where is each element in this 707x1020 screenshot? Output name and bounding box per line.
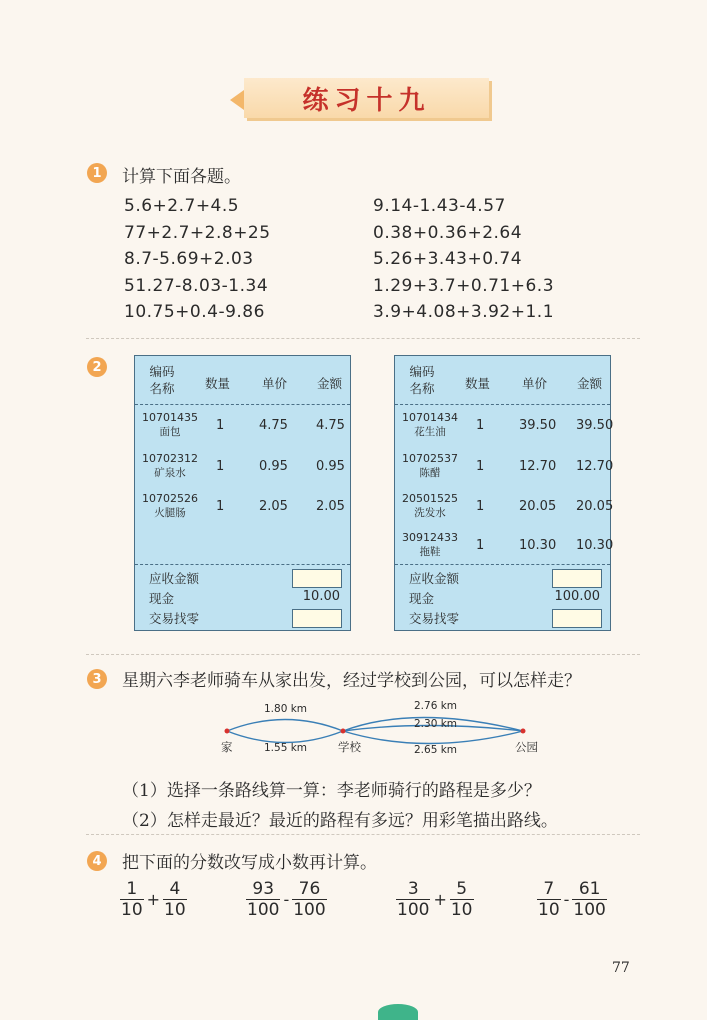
receipt-2 — [394, 355, 614, 631]
item-amount: 12.70 — [576, 459, 614, 474]
fraction-expression — [120, 880, 187, 919]
item-price: 20.05 — [519, 499, 557, 514]
item-qty: 1 — [216, 418, 225, 433]
route-home-school-top — [227, 720, 343, 732]
section-divider — [86, 338, 640, 339]
expression: 77+2.7+2.8+25 — [124, 222, 271, 243]
question-4-badge: 4 — [87, 851, 107, 871]
item-qty: 1 — [216, 459, 225, 474]
expression: 8.7-5.69+2.03 — [124, 249, 254, 269]
route-label: 1.80 km — [264, 703, 308, 715]
header-amount: 金额 — [317, 376, 343, 391]
route-label: 1.55 km — [264, 742, 308, 754]
section-divider — [86, 834, 640, 835]
item-amount: 39.50 — [576, 418, 614, 433]
fraction — [163, 880, 187, 919]
item-name: 面包 — [159, 426, 181, 438]
numerator: 76 — [298, 879, 321, 899]
fraction — [396, 880, 430, 919]
denominator: 10 — [164, 900, 186, 920]
page-tab-decoration — [378, 1004, 418, 1020]
route-label: 2.30 km — [414, 718, 458, 730]
expression: 9.14-1.43-4.57 — [373, 196, 506, 216]
cash-label: 现金 — [409, 591, 435, 606]
route-label: 2.65 km — [414, 744, 458, 756]
denominator: 100 — [397, 900, 430, 920]
question-1-badge: 1 — [87, 163, 107, 183]
page-title: 练习十九 — [302, 85, 431, 116]
item-price: 2.05 — [259, 499, 288, 514]
numerator: 7 — [543, 879, 555, 899]
denominator: 100 — [293, 900, 326, 920]
item-code: 10701434 — [402, 411, 458, 424]
change-answer-box[interactable] — [552, 609, 602, 628]
header-price: 单价 — [262, 376, 288, 391]
item-code: 10702526 — [142, 492, 198, 505]
item-name: 花生油 — [414, 426, 446, 438]
fraction — [246, 880, 280, 919]
due-label: 应收金额 — [149, 571, 200, 586]
numerator: 3 — [407, 879, 419, 899]
change-label: 交易找零 — [149, 611, 200, 626]
fraction — [450, 880, 474, 919]
receipt-item — [135, 408, 350, 444]
section-divider — [86, 654, 640, 655]
item-price: 10.30 — [519, 538, 557, 553]
item-code: 10702537 — [402, 452, 458, 465]
receipt-footer — [135, 564, 350, 626]
fraction — [572, 880, 606, 919]
receipt-item — [395, 528, 614, 564]
route-label: 2.76 km — [414, 700, 458, 712]
q1-right-column — [373, 193, 554, 326]
header-code: 编码 — [149, 364, 175, 379]
receipt-footer — [395, 564, 610, 626]
fraction — [120, 880, 144, 919]
header-name: 名称 — [149, 381, 175, 396]
header-price: 单价 — [522, 376, 548, 391]
q1-left-column — [124, 193, 271, 326]
item-name: 陈醋 — [419, 467, 441, 479]
item-name: 火腿肠 — [154, 507, 186, 519]
denominator: 100 — [573, 900, 606, 920]
item-name: 拖鞋 — [419, 546, 441, 558]
route-lines — [215, 700, 535, 760]
denominator: 10 — [121, 900, 143, 920]
denominator: 10 — [538, 900, 560, 920]
expression: 3.9+4.08+3.92+1.1 — [373, 302, 555, 322]
home-point — [225, 729, 230, 734]
operator: - — [563, 890, 570, 909]
item-amount: 20.05 — [576, 499, 614, 514]
operator: + — [433, 890, 447, 909]
question-3-text: 星期六李老师骑车从家出发，经过学校到公园，可以怎样走？ — [122, 671, 581, 691]
numerator: 4 — [169, 879, 181, 899]
item-qty: 1 — [216, 499, 225, 514]
item-qty: 1 — [476, 459, 485, 474]
receipt-item — [395, 408, 614, 444]
banner-arrow-icon — [230, 90, 244, 110]
header-code: 编码 — [409, 364, 435, 379]
fraction-expression — [246, 880, 327, 919]
change-label: 交易找零 — [409, 611, 460, 626]
item-price: 4.75 — [259, 418, 288, 433]
fraction — [292, 880, 326, 919]
expression: 51.27-8.03-1.34 — [124, 275, 269, 296]
item-price: 39.50 — [519, 418, 557, 433]
question-3-badge: 3 — [87, 669, 107, 689]
item-amount: 10.30 — [576, 538, 614, 553]
header-qty: 数量 — [465, 376, 491, 391]
numerator: 61 — [578, 879, 601, 899]
exercise-title-banner — [230, 78, 495, 122]
receipt-header — [395, 356, 610, 405]
route-home-school-bottom — [227, 731, 343, 743]
item-code: 10702312 — [142, 452, 198, 465]
place-school: 学校 — [338, 740, 361, 754]
expression: 5.6+2.7+4.5 — [124, 196, 240, 216]
page-number: 77 — [612, 960, 630, 976]
park-point — [521, 729, 526, 734]
expression: 5.26+3.43+0.74 — [373, 249, 523, 269]
question-3-sub-1: （1）选择一条路线算一算：李老师骑行的路程是多少？ — [122, 781, 541, 801]
question-3-sub-2: （2）怎样走最近？最近的路程有多远？用彩笔描出路线。 — [122, 811, 558, 831]
receipt-item — [395, 489, 614, 525]
cash-value: 10.00 — [302, 589, 340, 604]
operator: - — [283, 890, 290, 909]
item-name: 矿泉水 — [154, 467, 186, 479]
fraction — [537, 880, 561, 919]
place-home: 家 — [221, 740, 233, 754]
item-code: 20501525 — [402, 492, 458, 505]
numerator: 93 — [252, 879, 275, 899]
cash-label: 现金 — [149, 591, 175, 606]
item-amount: 2.05 — [316, 499, 345, 514]
school-point — [341, 729, 346, 734]
cash-value: 100.00 — [554, 589, 600, 604]
header-amount: 金额 — [577, 376, 603, 391]
question-1-text: 计算下面各题。 — [122, 167, 241, 187]
fraction-expression — [537, 880, 607, 919]
change-answer-box[interactable] — [292, 609, 342, 628]
operator: + — [146, 890, 161, 909]
due-answer-box[interactable] — [292, 569, 342, 588]
item-name: 洗发水 — [414, 507, 446, 519]
item-amount: 4.75 — [316, 418, 345, 433]
question-4-text: 把下面的分数改写成小数再计算。 — [122, 853, 377, 873]
denominator: 100 — [247, 900, 280, 920]
receipt-1 — [134, 355, 351, 631]
item-qty: 1 — [476, 499, 485, 514]
item-price: 0.95 — [259, 459, 288, 474]
numerator: 5 — [456, 879, 468, 899]
item-qty: 1 — [476, 538, 485, 553]
due-label: 应收金额 — [409, 571, 460, 586]
place-park: 公园 — [515, 740, 538, 754]
header-qty: 数量 — [205, 376, 231, 391]
receipt-header — [135, 356, 350, 405]
numerator: 1 — [126, 879, 138, 899]
expression: 10.75+0.4-9.86 — [124, 302, 265, 322]
route-school-park-bottom — [343, 731, 523, 744]
item-price: 12.70 — [519, 459, 557, 474]
item-code: 30912433 — [402, 531, 458, 544]
item-qty: 1 — [476, 418, 485, 433]
fraction-expression — [396, 880, 474, 919]
denominator: 10 — [450, 900, 473, 920]
expression: 1.29+3.7+0.71+6.3 — [373, 275, 555, 296]
item-code: 10701435 — [142, 411, 198, 424]
question-2-badge: 2 — [87, 357, 107, 377]
item-amount: 0.95 — [316, 459, 345, 474]
receipt-item — [135, 489, 350, 525]
header-name: 名称 — [409, 381, 435, 396]
receipt-item — [135, 449, 350, 485]
receipt-item — [395, 449, 614, 485]
expression: 0.38+0.36+2.64 — [373, 222, 523, 243]
due-answer-box[interactable] — [552, 569, 602, 588]
